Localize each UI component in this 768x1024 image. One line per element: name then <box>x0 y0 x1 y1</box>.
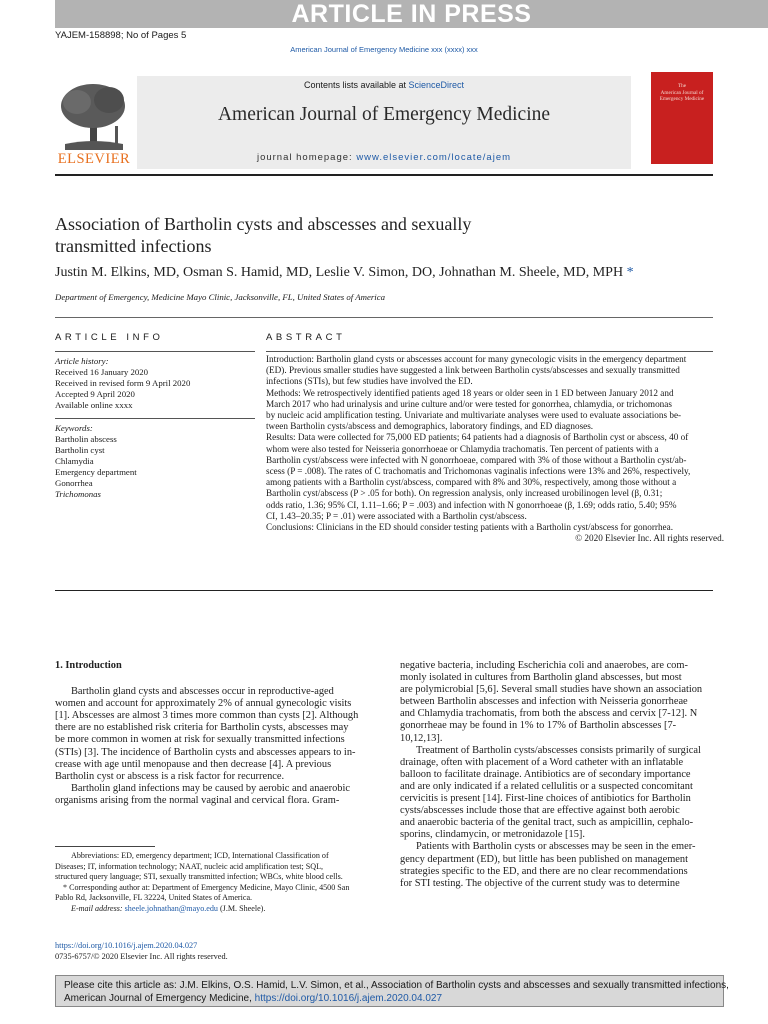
keyword: Trichomonas <box>55 489 101 499</box>
citation-prefix: American Journal of Emergency Medicine, <box>64 993 255 1004</box>
body-line: and Chlamydia trachomatis, from both the abscess and cervix [7-12]. N <box>400 708 698 720</box>
email-line <box>55 904 380 915</box>
body-line: are polymicrobial [5,6]. Several small studies have shown an association <box>400 684 703 696</box>
abstract-line: Conclusions: Clinicians in the ED should consider testing patients with a Bartholin cyst/abscess for gonorrhea. <box>266 522 673 533</box>
keywords-label: Keywords: <box>55 423 93 433</box>
keywords-list <box>55 423 255 500</box>
abstract-line: (ED). Previous smaller studies have suggested a link between Bartholin cysts/abscesses and sexually transmitted <box>266 365 680 376</box>
footnotes <box>55 851 380 914</box>
email-link[interactable]: sheele.johnathan@mayo.edu <box>124 903 218 913</box>
email-suffix: (J.M. Sheele). <box>217 903 266 913</box>
citation-line: Please cite this article as: J.M. Elkins, O.S. Hamid, L.V. Simon, et al., Association of Bartholin cysts and abscesses and sexually transmitted infections, <box>64 980 729 991</box>
body-right-column <box>400 660 726 890</box>
keyword: Emergency department <box>55 467 137 477</box>
body-line: monly isolated in cultures from Bartholin gland abscesses, but most <box>400 672 682 684</box>
abstract-line: whom were also tested for Neisseria gonorrhoeae or Chlamydia trachomatis. Ten percent of patients with a <box>266 443 659 454</box>
body-line: and are only indicated if a related cellulitis or a suspected concomitant <box>400 780 693 792</box>
abstract-line: Introduction: Bartholin gland cysts or abscesses account for many gynecologic visits in the emergency department <box>266 354 687 364</box>
abstract-heading: ABSTRACT <box>266 332 346 343</box>
citation-doi-link[interactable]: https://doi.org/10.1016/j.ajem.2020.04.027 <box>254 993 442 1004</box>
abstract-line: CI, 1.43–20.35; P = .01) were associated with a Bartholin cyst/abscess. <box>266 510 527 521</box>
keyword: Bartholin abscess <box>55 434 117 444</box>
article-in-press-banner: ARTICLE IN PRESS <box>55 0 768 28</box>
article-id: YAJEM-158898; No of Pages 5 <box>55 30 187 41</box>
copyright-line: © 2020 Elsevier Inc. All rights reserved. <box>575 533 724 544</box>
body-line: strategies specific to the ED, and there are no clear recommendations <box>400 865 688 877</box>
abstract-line: Bartholin cyst/abscess (P > .05 for both). On regression analysis, only increased urobilinogen level (β, 0.31; <box>266 488 663 499</box>
history-item: Received 16 January 2020 <box>55 367 149 377</box>
body-line: balloon to facilitate drainage. Antibiotics are of secondary importance <box>400 768 691 780</box>
cover-line: American Journal of <box>660 89 704 96</box>
issn-line: 0735-6757/© 2020 Elsevier Inc. All rights reserved. <box>55 952 228 961</box>
body-line: between Bartholin abscesses and infection with Neisseria gonorrheae <box>400 696 688 708</box>
authors-text: Justin M. Elkins, MD, Osman S. Hamid, MD, Leslie V. Simon, DO, Johnathan M. Sheele, MD, MPH <box>55 265 624 280</box>
body-line: for STI testing. The objective of the current study was to determine <box>400 877 680 889</box>
masthead-rule <box>55 174 713 176</box>
homepage-prefix: journal homepage: <box>256 152 357 163</box>
history-label: Article history: <box>55 356 109 366</box>
body-line: cysts/abscesses include those that are effective against both aerobic <box>400 805 680 817</box>
contents-line <box>137 80 631 90</box>
body-line: negative bacteria, including Escherichia coli and anaerobes, are com- <box>400 660 688 671</box>
body-line: drainage, often with placement of a Word catheter with an inflatable <box>400 756 684 768</box>
divider <box>55 317 713 318</box>
body-line: (STIs) [3]. The incidence of Bartholin cysts and abscesses appears to in- <box>55 746 356 758</box>
doi-link[interactable]: https://doi.org/10.1016/j.ajem.2020.04.027 <box>55 941 198 950</box>
body-line: gonorrheae may be found in 1% to 17% of Bartholin abscesses [7- <box>400 720 677 732</box>
article-info-heading: ARTICLE INFO <box>55 332 164 343</box>
footnote-line: structured query language; STI, sexually transmitted infection; WBCs, white blood cells. <box>55 872 343 881</box>
keyword: Gonorrhea <box>55 478 93 488</box>
body-line: Bartholin cyst or abscess is a risk factor for recurrence. <box>55 770 285 782</box>
history-item: Received in revised form 9 April 2020 <box>55 378 191 388</box>
body-line: gency department (ED), but little has been published on management <box>400 853 688 865</box>
email-label: E-mail address: <box>71 903 125 913</box>
body-line: cervicitis is present [14]. First-line choices of antibiotics for Bartholin <box>400 793 691 805</box>
body-line: 10,12,13]. <box>400 732 443 744</box>
body-line: Bartholin gland cysts and abscesses occur in reproductive-aged <box>71 686 334 698</box>
keyword: Chlamydia <box>55 456 94 466</box>
citation-line-2 <box>64 992 715 1005</box>
sciencedirect-link[interactable]: ScienceDirect <box>408 80 465 90</box>
body-line: Treatment of Bartholin cysts/abscesses consists primarily of surgical <box>416 744 701 756</box>
abstract-line: among patients with a Bartholin cyst/abscess, compared with 8% and 30%, respectively, among those without a <box>266 477 677 488</box>
divider <box>55 418 255 419</box>
body-line: sporins, clindamycin, or metronidazole [15]. <box>400 829 585 841</box>
affiliation: Department of Emergency, Medicine Mayo Clinic, Jacksonville, FL, United States of America <box>55 292 386 302</box>
abstract-line: by nucleic acid amplification testing. Univariate and multivariate analyses were used to evaluate associations be- <box>266 410 682 421</box>
author-list <box>55 265 634 281</box>
abstract-line: Bartholin cyst/abscess were infected with N gonorrhoeae, compared with 3% of those without a Bartholin cyst/ab- <box>266 454 687 465</box>
elsevier-logo-text: ELSEVIER <box>57 151 131 167</box>
footnote-line: * Corresponding author at: Department of Emergency Medicine, Mayo Clinic, 4500 San <box>63 882 350 892</box>
cover-line: The <box>677 83 687 89</box>
article-title-line: Association of Bartholin cysts and abscesses and sexually <box>55 214 472 234</box>
journal-reference-link[interactable]: American Journal of Emergency Medicine xxx (xxxx) xxx <box>290 45 478 54</box>
keyword: Bartholin cyst <box>55 445 105 455</box>
footnote-line: Pablo Rd, Jacksonville, FL 32224, United States of America. <box>55 893 253 902</box>
cover-line: Emergency Medicine <box>659 96 705 102</box>
body-line: be more common in women at risk for sexually transmitted infections <box>55 734 345 746</box>
body-line: Patients with Bartholin cysts or abscesses may be seen in the emer- <box>416 841 696 853</box>
homepage-link[interactable]: www.elsevier.com/locate/ajem <box>356 152 512 163</box>
body-left-column <box>55 660 380 807</box>
body-line: women and account for approximately 2% of annual gynecologic visits <box>55 698 352 710</box>
body-line: there are no established risk criteria for Bartholin cysts, abscesses may <box>55 722 349 734</box>
history-item: Accepted 9 April 2020 <box>55 389 135 399</box>
article-history <box>55 356 255 411</box>
homepage-line <box>137 152 631 163</box>
abstract-line: scess (P = .008). The rates of C trachomatis and Trichomonas vaginalis infections were 13% and 26%, respectively, <box>266 466 691 477</box>
body-line: organisms arising from the normal vaginal and cervical flora. Gram- <box>55 794 340 806</box>
contents-prefix: Contents lists available at <box>303 80 409 90</box>
abstract-line: March 2017 who had urinalysis and urine culture and/or were tested for gonorrhea, chlamydia, or trichomonas <box>266 398 672 409</box>
footnote-rule <box>55 846 155 847</box>
history-item: Available online xxxx <box>55 400 133 410</box>
section-heading: 1. Introduction <box>55 660 122 671</box>
abstract-line: tween Bartholin cysts/abscess and demographics, laboratory findings, and ED diagnoses. <box>266 421 594 432</box>
journal-cover-text <box>651 83 713 103</box>
footnote-line: Diseases; IT, information technology; NAAT, nucleic acid amplification test; SQL, <box>55 861 324 871</box>
abstract-text <box>266 354 724 544</box>
body-line: Bartholin gland infections may be caused by aerobic and anaerobic <box>71 782 350 794</box>
divider <box>55 590 713 591</box>
divider <box>266 351 713 352</box>
corresponding-author-mark[interactable]: * <box>626 265 634 280</box>
citation-box <box>55 975 729 1007</box>
body-line: crease with age until menopause and then decrease [4]. A previous <box>55 758 332 770</box>
abstract-line: Methods: We retrospectively identified patients aged 18 years or older seen in 1 ED between January 2012 and <box>266 387 674 398</box>
body-line: [1]. Abscesses are almost 3 times more common than cysts [2]. Although <box>55 710 359 722</box>
journal-title: American Journal of Emergency Medicine <box>217 104 551 125</box>
article-title-line: transmitted infections <box>55 236 212 256</box>
abstract-line: infections (STIs), but few studies have involved the ED. <box>266 376 473 387</box>
abstract-line: Results: Data were collected for 75,000 ED patients; 64 patients had a diagnosis of Bartholin cyst or abscess, 40 of <box>266 432 689 443</box>
doi-block <box>55 940 228 962</box>
body-line: and anaerobic bacteria of the genital tract, such as ampicillin, cephalo- <box>400 817 694 829</box>
abstract-line: odds ratio, 1.36; 95% CI, 1.11–1.66; P = .003) and infection with N gonorrhoeae (β, 1.69; odds ratio, 5.40; 95% <box>266 499 677 510</box>
footnote-line: Abbreviations: ED, emergency department; ICD, International Classification of <box>71 851 329 860</box>
divider <box>55 351 255 352</box>
